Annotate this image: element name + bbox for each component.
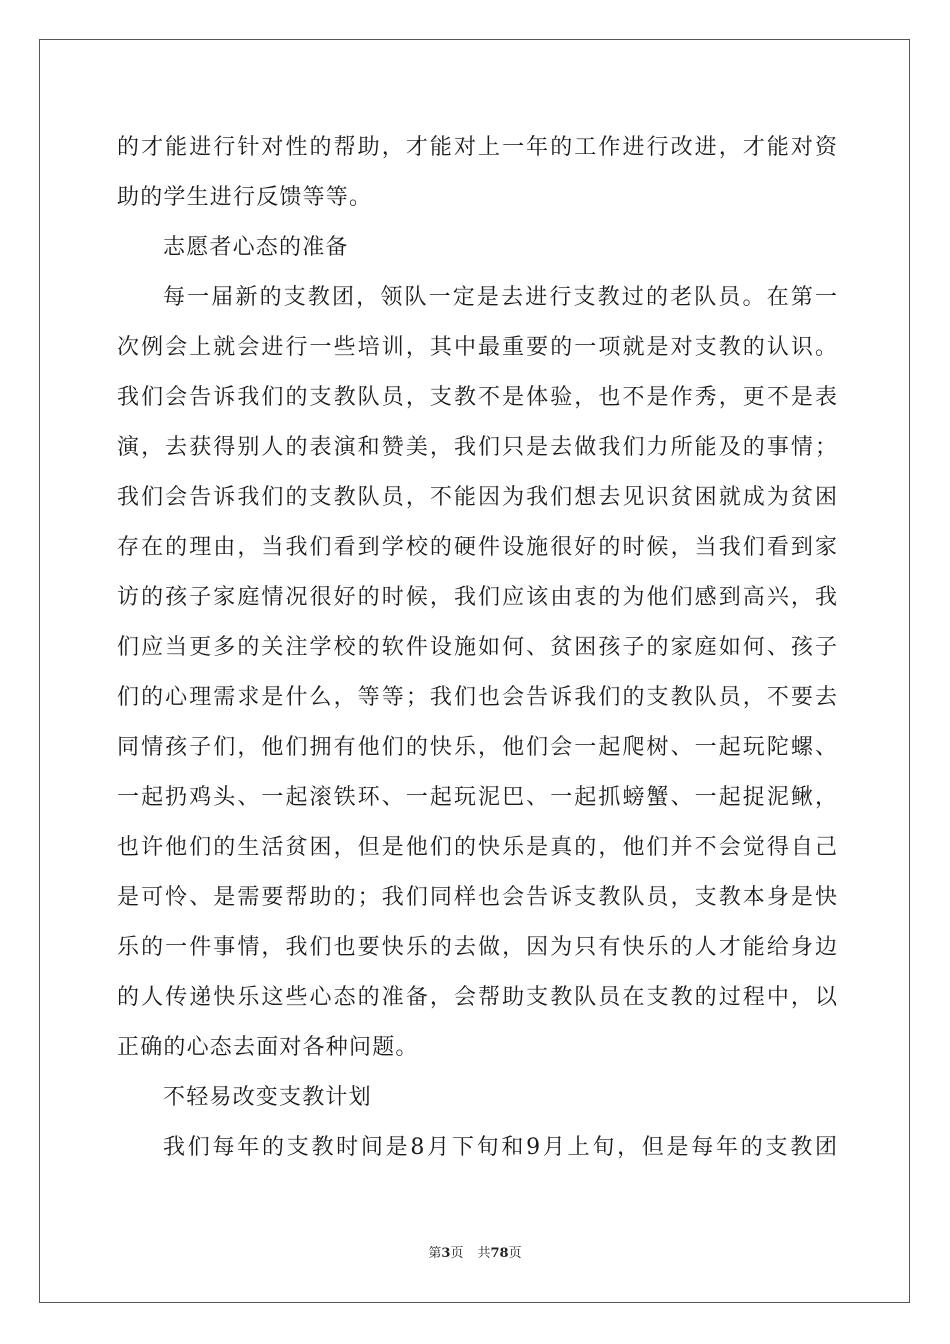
total-label-suffix: 页	[508, 1246, 522, 1261]
text-line: 的人传递快乐这些心态的准备，会帮助支教队员在支教的过程中，以	[117, 985, 837, 1010]
section-heading: 志愿者心态的准备	[163, 235, 349, 260]
section-heading: 不轻易改变支教计划	[163, 1085, 372, 1110]
page-footer	[0, 1242, 950, 1261]
text-line: 正确的心态去面对各种问题。	[117, 1035, 419, 1060]
text-line: 的才能进行针对性的帮助，才能对上一年的工作进行改进，才能对资	[117, 135, 837, 160]
text-line: 乐的一件事情，我们也要快乐的去做，因为只有快乐的人才能给身边	[117, 935, 837, 960]
text-line: 次例会上就会进行一些培训，其中最重要的一项就是对支教的认识。	[117, 335, 837, 360]
text-line: 也许他们的生活贫困，但是他们的快乐是真的，他们并不会觉得自己	[117, 835, 837, 860]
text-line: 演，去获得别人的表演和赞美，我们只是去做我们力所能及的事情；	[117, 435, 837, 460]
text-line: 访的孩子家庭情况很好的时候，我们应该由衷的为他们感到高兴，我	[117, 585, 837, 610]
text-line: 存在的理由，当我们看到学校的硬件设施很好的时候，当我们看到家	[117, 535, 837, 560]
total-page-count: 78	[490, 1246, 509, 1261]
text-line: 我们会告诉我们的支教队员，不能因为我们想去见识贫困就成为贫困	[117, 485, 837, 510]
page-label-prefix: 第	[428, 1246, 442, 1261]
text-line: 们的心理需求是什么，等等；我们也会告诉我们的支教队员，不要去	[117, 685, 837, 710]
page-label-suffix: 页	[450, 1246, 464, 1261]
text-line: 一起扔鸡头、一起滚铁环、一起玩泥巴、一起抓螃蟹、一起捉泥鳅，	[117, 785, 837, 810]
current-page-number: 3	[441, 1246, 451, 1261]
text-line: 每一届新的支教团，领队一定是去进行支教过的老队员。在第一	[163, 285, 837, 310]
text-line: 助的学生进行反馈等等。	[117, 185, 373, 210]
text-line: 们应当更多的关注学校的软件设施如何、贫困孩子的家庭如何、孩子	[117, 635, 837, 660]
text-line: 我们每年的支教时间是8月下旬和9月上旬，但是每年的支教团	[163, 1135, 837, 1160]
text-line: 是可怜、是需要帮助的；我们同样也会告诉支教队员，支教本身是快	[117, 885, 837, 910]
total-label-prefix: 共	[477, 1246, 491, 1261]
text-line: 我们会告诉我们的支教队员，支教不是体验，也不是作秀，更不是表	[117, 385, 837, 410]
text-line: 同情孩子们，他们拥有他们的快乐，他们会一起爬树、一起玩陀螺、	[117, 735, 837, 760]
document-body	[117, 123, 837, 1173]
